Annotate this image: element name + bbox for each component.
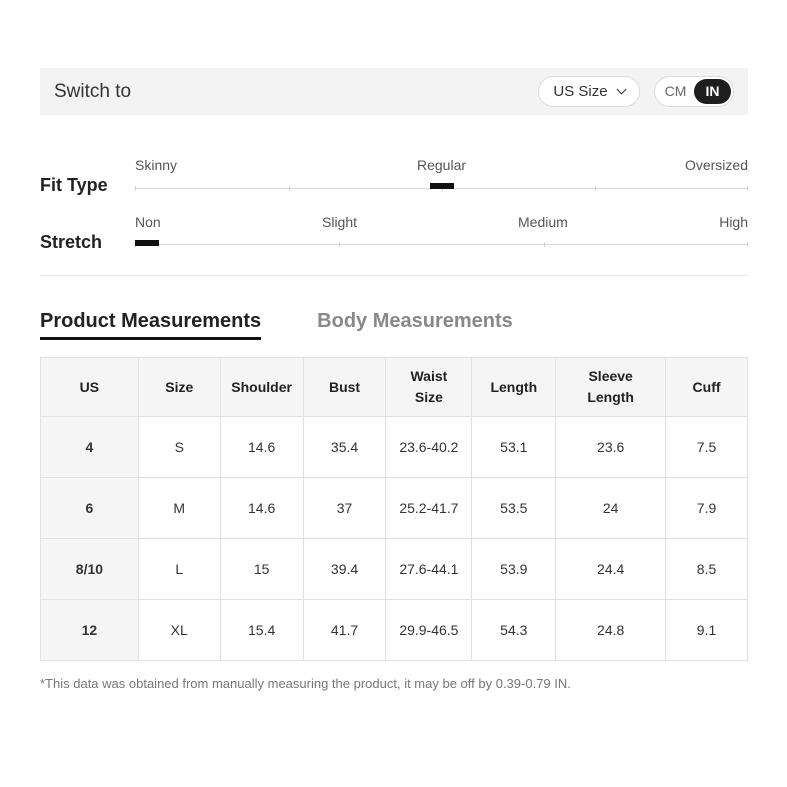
- size-system-value: US Size: [553, 83, 608, 100]
- switch-controls: [538, 76, 734, 107]
- cell-size: XL: [138, 600, 220, 661]
- cell-cuff: 8.5: [666, 539, 748, 600]
- header-shoulder: Shoulder: [220, 358, 303, 417]
- header-sleeve-length: Sleeve Length: [556, 358, 666, 417]
- cell-shoulder: 14.6: [220, 417, 303, 478]
- cell-size: S: [138, 417, 220, 478]
- section-divider: [40, 275, 748, 276]
- tab-body-measurements[interactable]: Body Measurements: [317, 310, 513, 332]
- fit-label-oversized: Oversized: [684, 157, 748, 173]
- cell-bust: 37: [303, 478, 386, 539]
- cell-length: 53.5: [472, 478, 556, 539]
- header-cuff: Cuff: [666, 358, 748, 417]
- tick: [747, 186, 748, 191]
- cell-length: 54.3: [472, 600, 556, 661]
- fit-type-marker: [430, 183, 454, 189]
- cell-cuff: 7.9: [666, 478, 748, 539]
- fit-type-track: [135, 155, 748, 195]
- unit-toggle[interactable]: [654, 76, 734, 107]
- table-row: [41, 417, 748, 478]
- cell-length: 53.9: [472, 539, 556, 600]
- fit-label-regular: Regular: [417, 157, 467, 173]
- cell-sleeve-length: 24.8: [556, 600, 666, 661]
- fit-type-title: Fit Type: [40, 175, 108, 195]
- cell-waist-size: 27.6-44.1: [386, 539, 472, 600]
- stretch-track: [135, 212, 748, 252]
- cell-sleeve-length: 24.4: [556, 539, 666, 600]
- cell-size: M: [138, 478, 220, 539]
- table-row: [41, 600, 748, 661]
- header-waist-size: Waist Size: [386, 358, 472, 417]
- table-row: [41, 478, 748, 539]
- cell-shoulder: 14.6: [220, 478, 303, 539]
- tab-product-measurements[interactable]: Product Measurements: [40, 310, 261, 340]
- tick: [595, 186, 596, 191]
- cell-us: 4: [41, 417, 139, 478]
- cell-shoulder: 15: [220, 539, 303, 600]
- measurement-tabs: [40, 310, 513, 340]
- tick: [289, 186, 290, 191]
- cell-shoulder: 15.4: [220, 600, 303, 661]
- cell-length: 53.1: [472, 417, 556, 478]
- header-bust: Bust: [303, 358, 386, 417]
- table-header-row: [41, 358, 748, 417]
- cell-sleeve-length: 24: [556, 478, 666, 539]
- stretch-marker: [135, 240, 159, 246]
- tick: [544, 242, 545, 247]
- fit-label-skinny: Skinny: [135, 157, 178, 173]
- tick: [339, 242, 340, 247]
- fit-type-scale: [40, 155, 748, 205]
- stretch-label-high: High: [719, 214, 748, 230]
- header-size: Size: [138, 358, 220, 417]
- unit-cm-button[interactable]: CM: [664, 83, 687, 99]
- switch-label: Switch to: [54, 80, 132, 102]
- cell-bust: 39.4: [303, 539, 386, 600]
- table-row: [41, 539, 748, 600]
- cell-us: 12: [41, 600, 139, 661]
- cell-bust: 41.7: [303, 600, 386, 661]
- stretch-scale: [40, 212, 748, 262]
- stretch-label-medium: Medium: [518, 214, 568, 230]
- header-length: Length: [472, 358, 556, 417]
- cell-size: L: [138, 539, 220, 600]
- unit-in-button[interactable]: IN: [694, 79, 731, 104]
- chevron-down-icon: [616, 85, 626, 95]
- cell-cuff: 7.5: [666, 417, 748, 478]
- stretch-label-non: Non: [135, 214, 161, 230]
- size-system-dropdown[interactable]: [538, 76, 640, 107]
- size-chart-table: [40, 357, 748, 661]
- unit-switch-bar: [40, 68, 748, 115]
- cell-waist-size: 25.2-41.7: [386, 478, 472, 539]
- cell-sleeve-length: 23.6: [556, 417, 666, 478]
- tick: [747, 242, 748, 247]
- cell-waist-size: 29.9-46.5: [386, 600, 472, 661]
- stretch-line: [135, 244, 748, 245]
- stretch-title: Stretch: [40, 232, 103, 252]
- cell-us: 6: [41, 478, 139, 539]
- stretch-label-slight: Slight: [322, 214, 358, 230]
- tick: [135, 186, 136, 191]
- cell-us: 8/10: [41, 539, 139, 600]
- cell-cuff: 9.1: [666, 600, 748, 661]
- measurement-disclaimer: *This data was obtained from manually measuring the product, it may be off by 0.39-0.79 IN.: [40, 676, 571, 691]
- cell-waist-size: 23.6-40.2: [386, 417, 472, 478]
- cell-bust: 35.4: [303, 417, 386, 478]
- header-us: US: [41, 358, 139, 417]
